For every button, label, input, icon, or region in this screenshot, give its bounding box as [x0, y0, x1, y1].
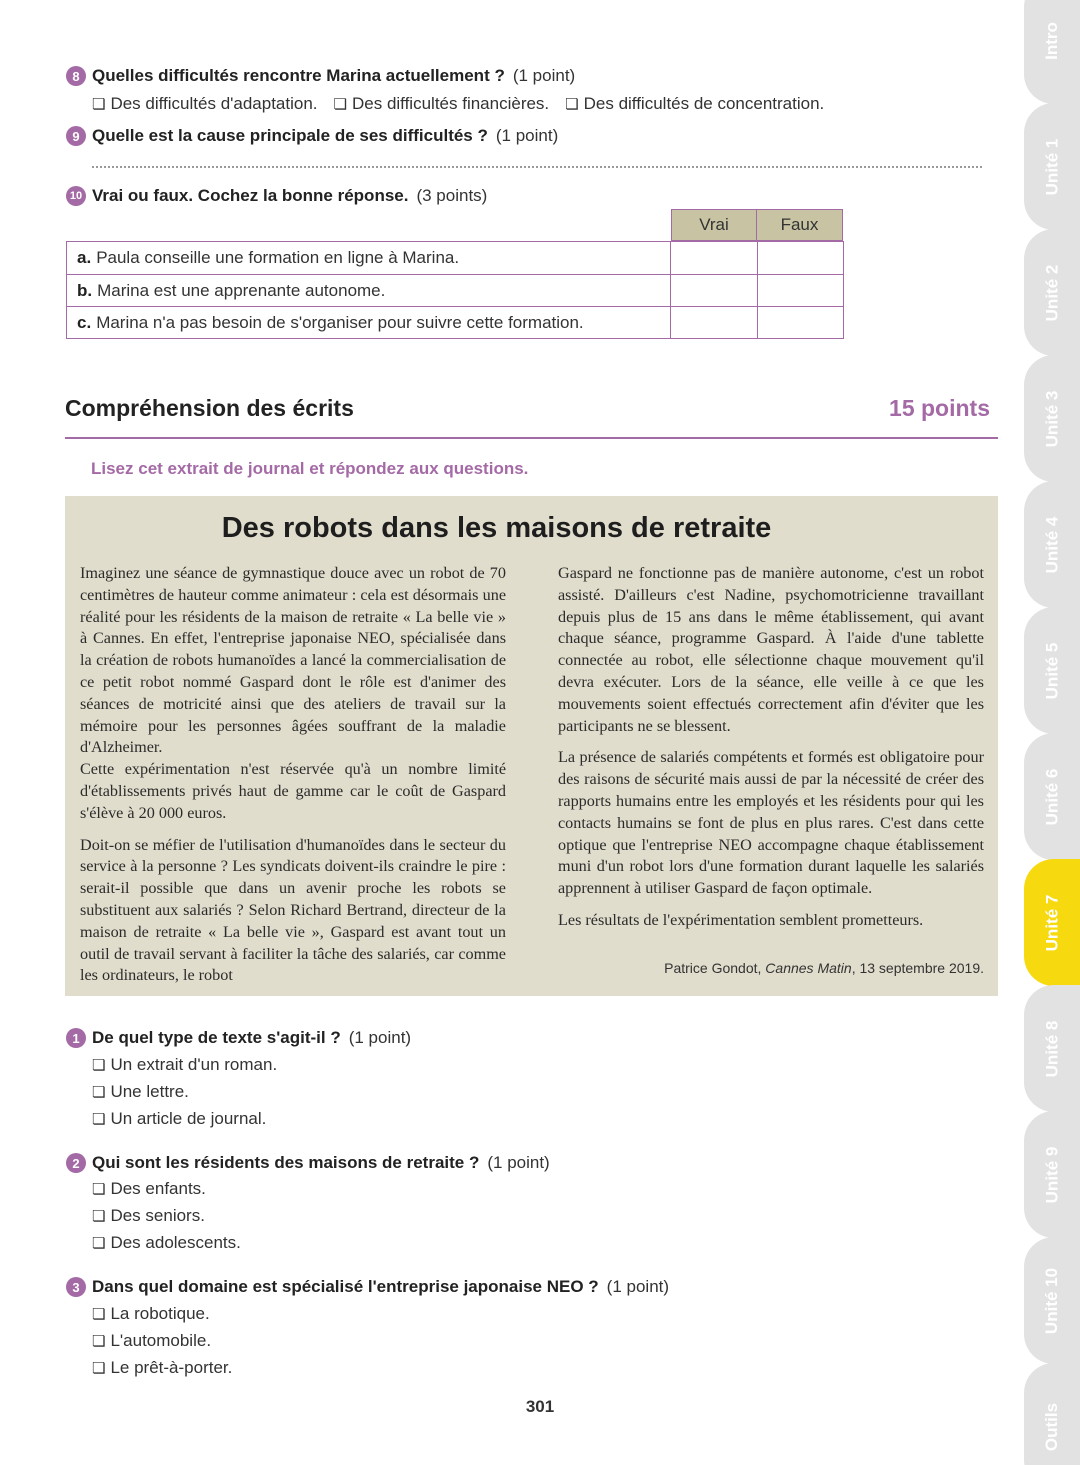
paragraph: Doit-on se méfier de l'utilisation d'humanoïdes dans le secteur du service à la personne ? Les syndicats doivent-ils craindre le pire : serait-il possible que dans un avenir proche les robots se substituent aux salariés ? Selon Richard Bertrand, directeur de la maison de retraite « La belle vie », Gaspard est avant tout un outil de travail servant à faciliter la tâche des salariés, car comme les ordinateurs, le robot: [80, 835, 506, 985]
question-points: (1 point): [348, 1028, 412, 1047]
tab-unite-7[interactable]: Unité 7: [1024, 859, 1080, 986]
vrai-cell[interactable]: [671, 275, 757, 306]
table-row: [67, 242, 843, 274]
question-number-badge: 3: [66, 1277, 86, 1297]
question-text: Quelles difficultés rencontre Marina actuellement ?: [92, 66, 505, 85]
option[interactable]: ❏ Un article de journal.: [92, 1109, 267, 1128]
option[interactable]: ❏ La robotique.: [92, 1304, 210, 1323]
answer-line[interactable]: [92, 166, 982, 168]
option[interactable]: ❏ Des enfants.: [92, 1179, 206, 1198]
option[interactable]: ❏ Un extrait d'un roman.: [92, 1055, 278, 1074]
question-text: De quel type de texte s'agit-il ?: [92, 1028, 341, 1047]
instruction: Lisez cet extrait de journal et répondez aux questions.: [91, 459, 529, 478]
article-title: Des robots dans les maisons de retraite: [221, 512, 772, 544]
question-2: [66, 1153, 550, 1173]
option[interactable]: ❏ Des difficultés d'adaptation.: [92, 94, 318, 113]
checkbox-icon[interactable]: ❏: [92, 1333, 106, 1350]
question-number-badge: 9: [66, 126, 86, 146]
tab-unite-4[interactable]: Unité 4: [1024, 481, 1080, 608]
table-row: [67, 306, 843, 338]
question-number-badge: 1: [66, 1028, 86, 1048]
question-number-badge: 10: [66, 186, 86, 206]
option[interactable]: ❏ Des adolescents.: [92, 1233, 241, 1252]
tab-outils[interactable]: Outils: [1024, 1363, 1080, 1465]
tab-unite-9[interactable]: Unité 9: [1024, 1111, 1080, 1238]
tab-unite-3[interactable]: Unité 3: [1024, 355, 1080, 482]
tab-unite-5[interactable]: Unité 5: [1024, 607, 1080, 734]
statement: a. Paula conseille une formation en ligne à Marina.: [67, 242, 671, 274]
checkbox-icon[interactable]: ❏: [92, 96, 106, 113]
faux-cell[interactable]: [757, 307, 843, 338]
tab-unite-6[interactable]: Unité 6: [1024, 733, 1080, 860]
question-10: [66, 186, 487, 206]
unit-tabs: [1024, 0, 1080, 1465]
question-number-badge: 2: [66, 1153, 86, 1173]
question-text: Vrai ou faux. Cochez la bonne réponse.: [92, 186, 409, 205]
paragraph: La présence de salariés compétents et formés est obligatoire pour des raisons de sécurité mais aussi de par la nécessité de créer des rapports humains entre les employés et les résidents pour qui les contacts humains se font de plus en plus rares. C'est dans cette optique que l'entreprise NEO accompagne chaque établissement muni d'un robot lors d'une formation durant laquelle les salariés apprennent à utiliser Gaspard de façon optimale.: [558, 748, 984, 898]
section-title: Compréhension des écrits: [65, 395, 354, 421]
checkbox-icon[interactable]: ❏: [92, 1111, 106, 1128]
checkbox-icon[interactable]: ❏: [565, 96, 579, 113]
statement: b. Marina est une apprenante autonome.: [67, 275, 671, 306]
checkbox-icon[interactable]: ❏: [92, 1306, 106, 1323]
tab-unite-1[interactable]: Unité 1: [1024, 103, 1080, 230]
table-header: [671, 209, 843, 241]
article-column-left: [80, 563, 506, 987]
checkbox-icon[interactable]: ❏: [333, 96, 347, 113]
question-points: (1 point): [487, 1153, 550, 1172]
vrai-cell[interactable]: [671, 307, 757, 338]
table-row: [67, 274, 843, 306]
checkbox-icon[interactable]: ❏: [92, 1235, 106, 1252]
option[interactable]: ❏ L'automobile.: [92, 1331, 212, 1350]
header-faux: Faux: [757, 209, 843, 241]
paragraph: Imaginez une séance de gymnastique douce avec un robot de 70 centimètres de hauteur comme animateur : cela est désormais une réalité pour les résidents de la maison de retraite « La belle vie » à Cannes. En effet, l'entreprise japonaise NEO, spécialisée dans la création de robots humanoïdes a lancé la commercialisation de ce petit robot nommé Gaspard dont le rôle est d'animer des séances de motricité ainsi que des ateliers de travail sur la mémoire pour les personnes âgées souffrant de la maladie d'Alzheimer.: [80, 564, 506, 757]
checkbox-icon[interactable]: ❏: [92, 1360, 106, 1377]
tab-intro[interactable]: Intro: [1024, 0, 1080, 104]
tab-unite-2[interactable]: Unité 2: [1024, 229, 1080, 356]
section-points: 15 points: [889, 395, 990, 421]
tab-unite-8[interactable]: Unité 8: [1024, 985, 1080, 1112]
option[interactable]: ❏ Des difficultés de concentration.: [565, 94, 825, 113]
question-points: (3 points): [416, 186, 488, 205]
article-source: Patrice Gondot, Cannes Matin, 13 septembre 2019.: [664, 960, 984, 976]
paragraph: Gaspard ne fonctionne pas de manière autonome, c'est un robot assisté. D'ailleurs c'est Nadine, psychomotricienne travaillant depuis plus de 15 ans dans le même établissement, qui avant chaque séance, programme Gaspard. À l'aide d'une tablette connectée au robot, elle sélectionne chaque mouvement qu'il devra exécuter. Lors de la séance, elle veille à ce que les mouvements soient effectués correctement afin d'éviter que les participants ne se blessent.: [558, 564, 984, 735]
question-3: [66, 1277, 669, 1297]
option[interactable]: ❏ Des seniors.: [92, 1206, 205, 1225]
question-points: (1 point): [606, 1277, 670, 1296]
question-points: (1 point): [495, 126, 559, 145]
question-text: Quelle est la cause principale de ses difficultés ?: [92, 126, 488, 145]
article-column-right: [558, 563, 984, 932]
checkbox-icon[interactable]: ❏: [92, 1084, 106, 1101]
paragraph: Cette expérimentation n'est réservée qu'à un nombre limité d'établissements privés haut de gamme car le coût de Gaspard s'élève à 20 000 euros.: [80, 760, 506, 822]
paragraph: Les résultats de l'expérimentation semblent prometteurs.: [558, 910, 924, 929]
question-text: Qui sont les résidents des maisons de retraite ?: [92, 1153, 480, 1172]
question-number-badge: 8: [66, 66, 86, 86]
article-box: [65, 496, 998, 996]
statement: c. Marina n'a pas besoin de s'organiser pour suivre cette formation.: [67, 307, 671, 338]
question-points: (1 point): [512, 66, 576, 85]
option[interactable]: ❏ Une lettre.: [92, 1082, 189, 1101]
checkbox-icon[interactable]: ❏: [92, 1057, 106, 1074]
table-body: [66, 241, 844, 339]
question-text: Dans quel domaine est spécialisé l'entreprise japonaise NEO ?: [92, 1277, 599, 1296]
option[interactable]: ❏ Le prêt-à-porter.: [92, 1358, 233, 1377]
faux-cell[interactable]: [757, 275, 843, 306]
question-9: [66, 126, 558, 146]
question-1: [66, 1028, 411, 1048]
vrai-cell[interactable]: [671, 242, 757, 274]
header-vrai: Vrai: [671, 209, 757, 241]
option[interactable]: ❏ Des difficultés financières.: [333, 94, 550, 113]
faux-cell[interactable]: [757, 242, 843, 274]
page-number: 301: [525, 1397, 555, 1416]
tab-unite-10[interactable]: Unité 10: [1024, 1237, 1080, 1364]
section-divider: [65, 437, 998, 439]
checkbox-icon[interactable]: ❏: [92, 1181, 106, 1198]
q8-options: [92, 94, 824, 114]
question-8: [66, 66, 575, 86]
checkbox-icon[interactable]: ❏: [92, 1208, 106, 1225]
